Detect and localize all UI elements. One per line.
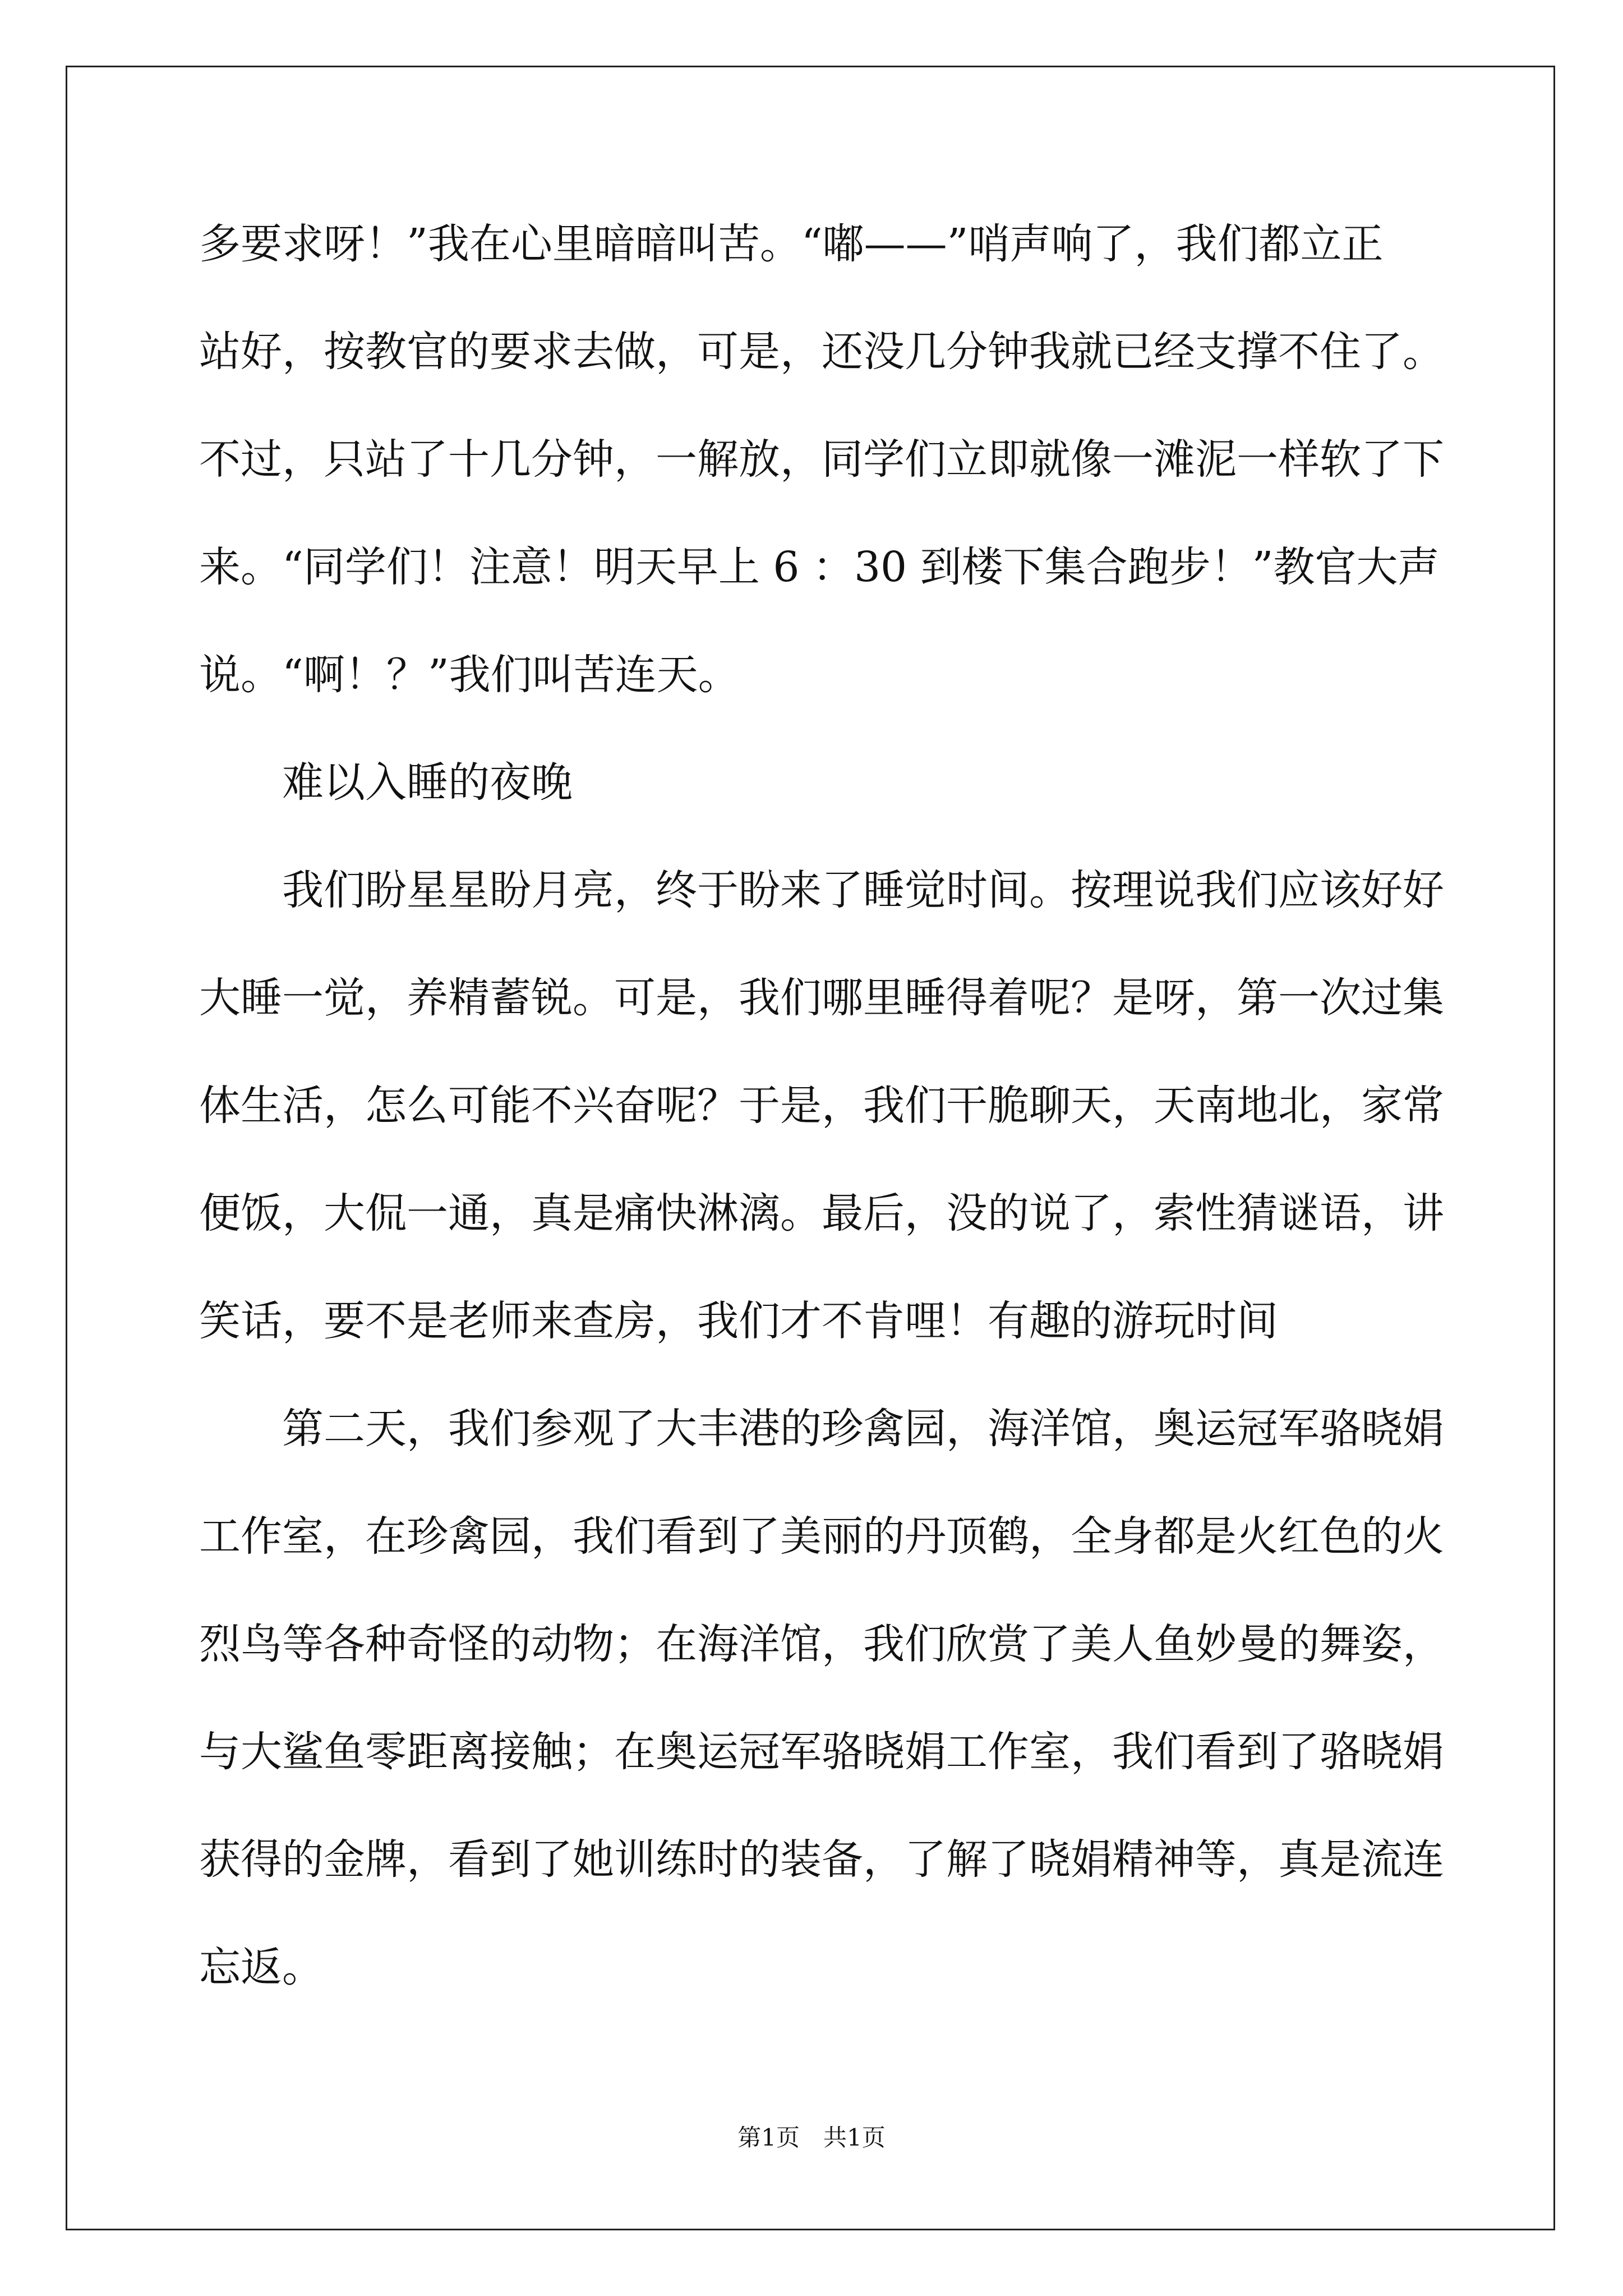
text-line: 与大鲨鱼零距离接触；在奥运冠军骆晓娟工作室，我们看到了骆晓娟 [199,1728,1444,1776]
text-line: 站好，按教官的要求去做，可是，还没几分钟我就已经支撑不住了。 [199,328,1444,376]
page-border [66,66,1555,2230]
text-line: 第二天，我们参观了大丰港的珍禽园，海洋馆，奥运冠军骆晓娟 [282,1405,1444,1453]
text-line: 多要求呀！”我在心里暗暗叫苦。“嘟——”哨声响了，我们都立正 [199,220,1384,268]
page-number-footer: 第1页 共1页 [737,2124,886,2151]
section-heading: 难以入睡的夜晚 [282,758,573,807]
text-line: 大睡一觉，养精蓄锐。可是，我们哪里睡得着呢？是呀，第一次过集 [199,974,1444,1022]
text-line: 说。“啊！？”我们叫苦连天。 [199,651,740,699]
text-line: 来。“同学们！注意！明天早上 6 ：30 到楼下集合跑步！”教官大声 [199,543,1440,591]
text-line: 笑话，要不是老师来查房，我们才不肯哩！有趣的游玩时间 [199,1297,1278,1345]
text-line: 烈鸟等各种奇怪的动物；在海洋馆，我们欣赏了美人鱼妙曼的舞姿， [199,1620,1444,1668]
text-line: 我们盼星星盼月亮，终于盼来了睡觉时间。按理说我们应该好好 [282,866,1444,914]
text-line: 体生活，怎么可能不兴奋呢？于是，我们干脆聊天，天南地北，家常 [199,1082,1444,1130]
text-line: 工作室，在珍禽园，我们看到了美丽的丹顶鹤，全身都是火红色的火 [199,1512,1444,1561]
text-line: 不过，只站了十几分钟，一解放，同学们立即就像一滩泥一样软了下 [199,435,1444,484]
text-line: 忘返。 [199,1943,324,1991]
text-line: 便饭，大侃一通，真是痛快淋漓。最后，没的说了，索性猜谜语，讲 [199,1189,1444,1237]
text-line: 获得的金牌，看到了她训练时的装备，了解了晓娟精神等，真是流连 [199,1835,1444,1884]
